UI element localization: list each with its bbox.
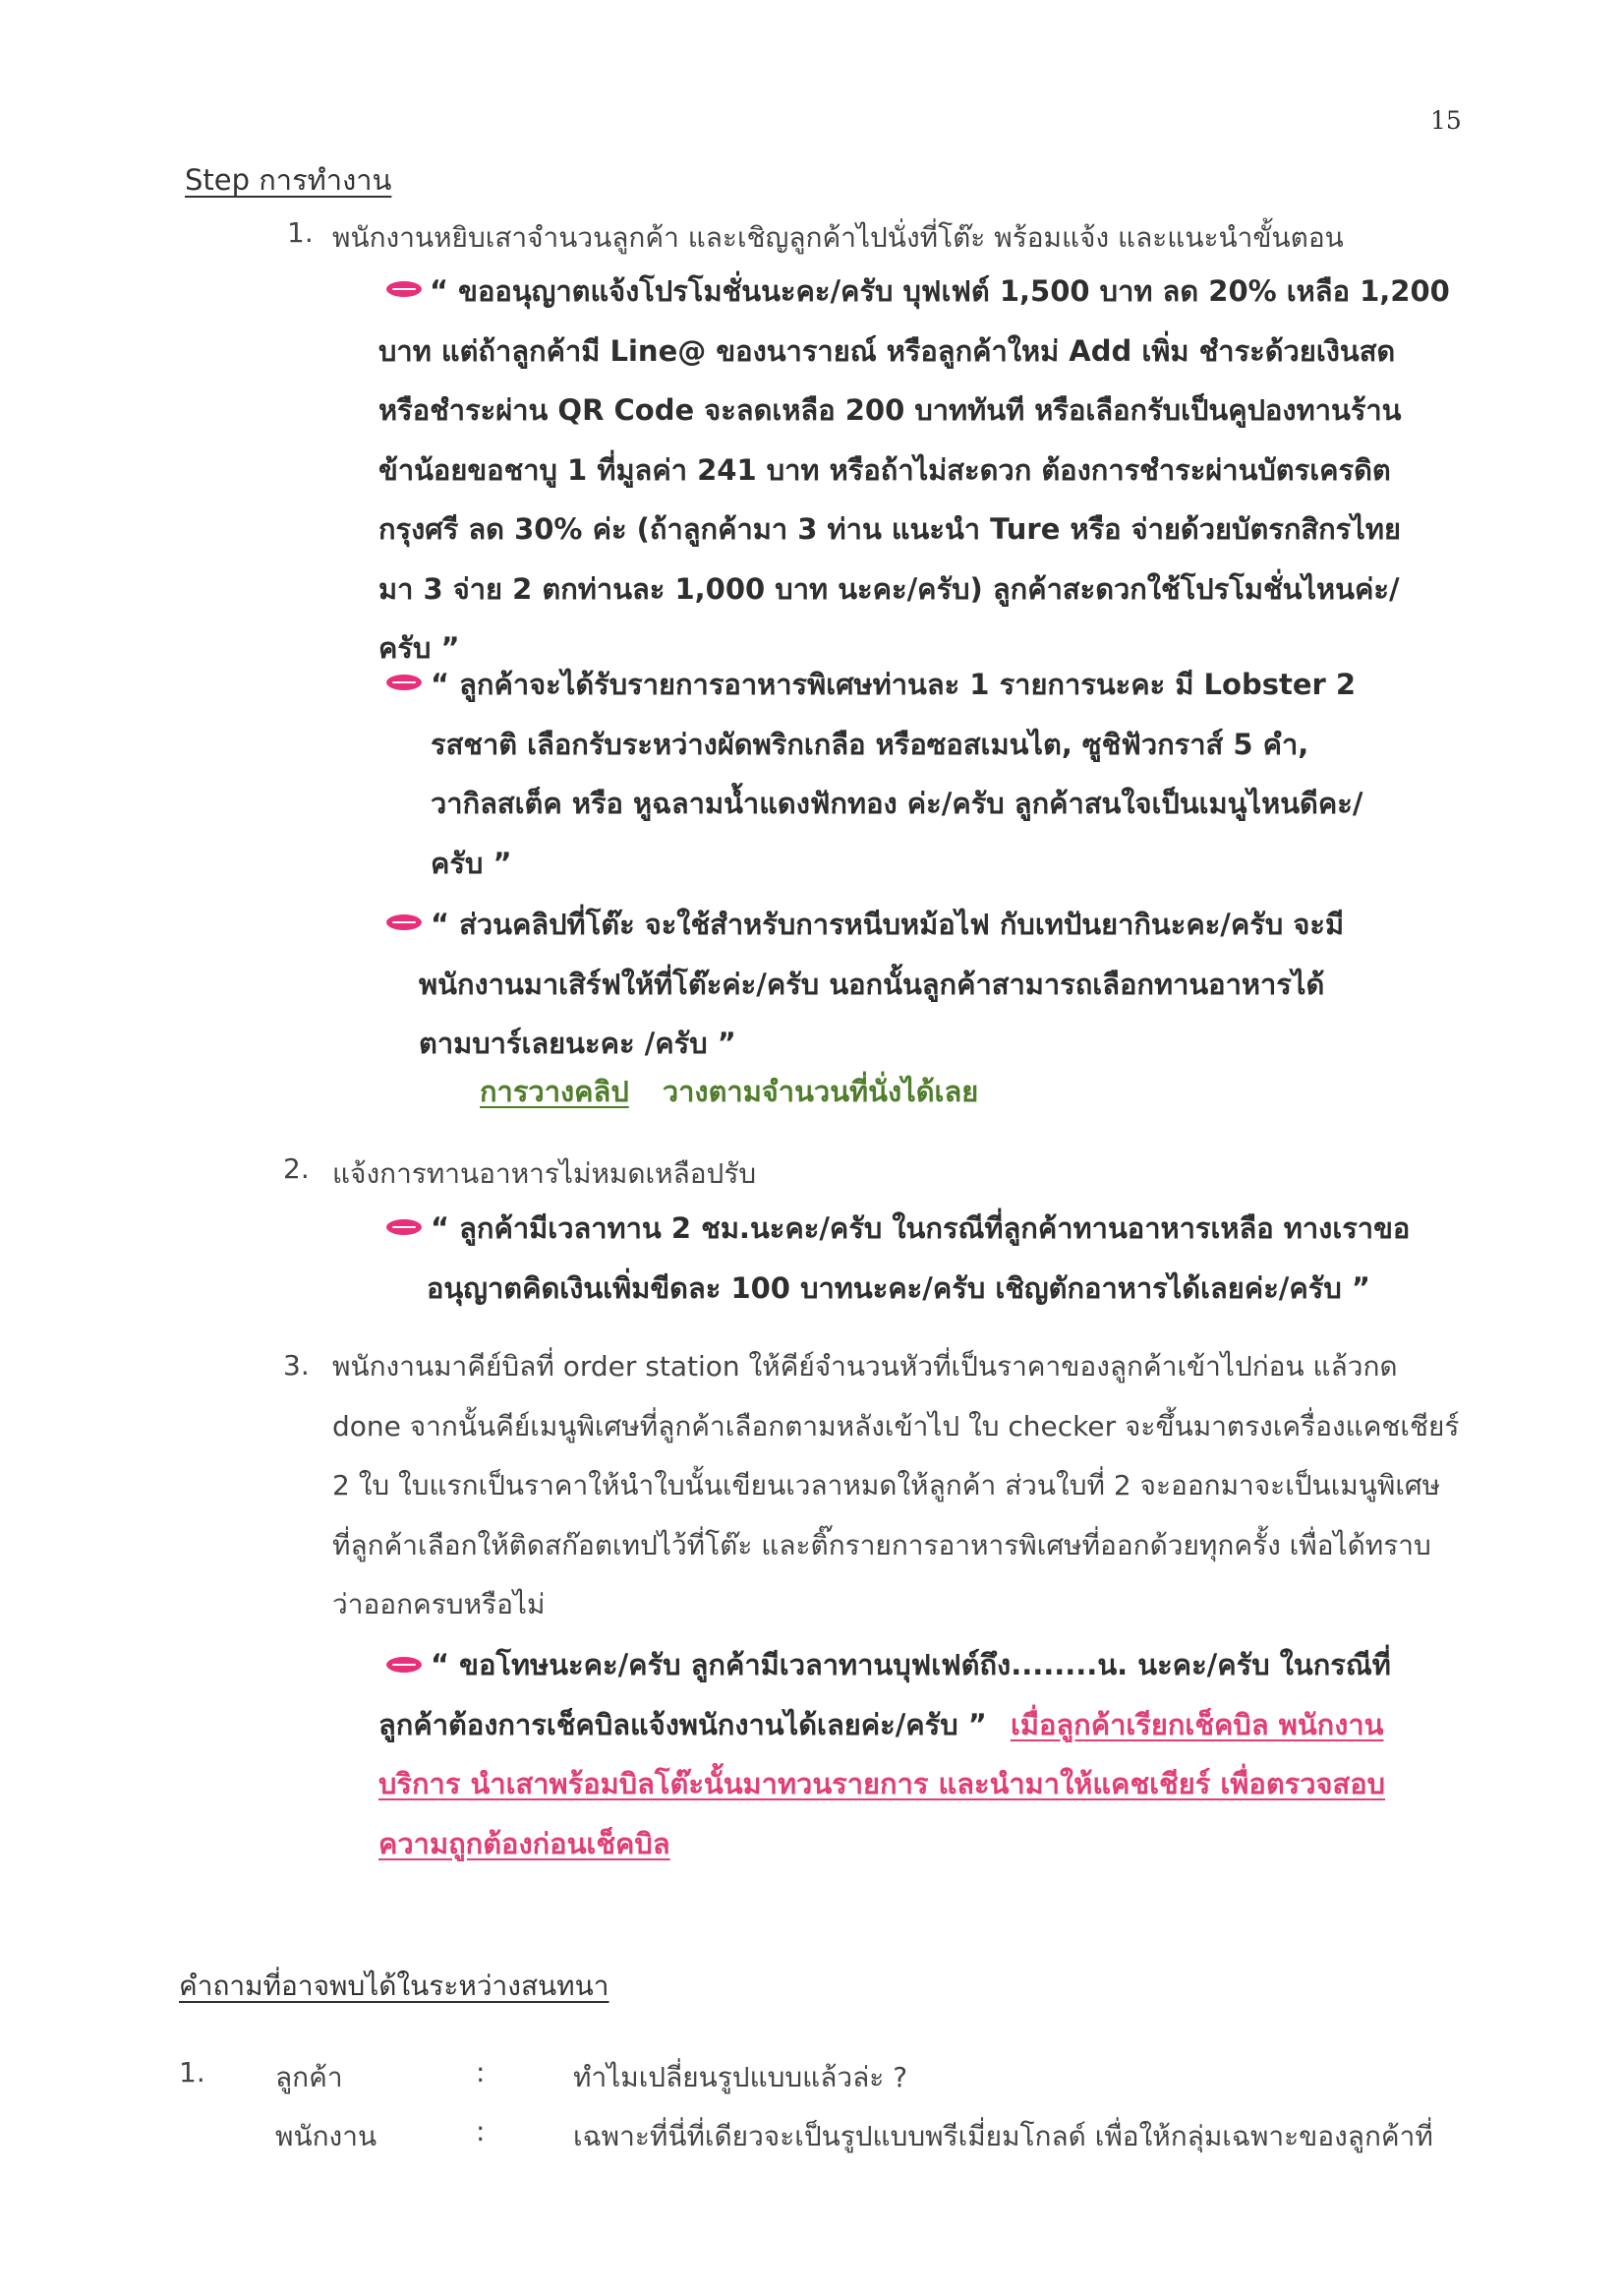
script-leftover-fee-line: “ ลูกค้ามีเวลาทาน 2 ชม.นะคะ/ครับ ในกรณีที่ลูกค้าทานอาหารเหลือ ทางเราขอ (431, 1211, 1411, 1245)
item-text-3-line: ว่าออกครบหรือไม่ (332, 1588, 546, 1620)
script-promotion-line: ครับ ” (378, 631, 460, 665)
item-number-1: 1. (287, 216, 314, 249)
item-text-2: แจ้งการทานอาหารไม่หมดเหลือปรับ (332, 1157, 757, 1190)
script-special-menu-line: รสชาติ เลือกรับระหว่างผัดพริกเกลือ หรือซอสเมนไต, ซูชิฟัวกราส์ 5 คำ, (431, 727, 1309, 761)
qa-colon: : (476, 2056, 486, 2089)
lips-icon (386, 914, 422, 930)
script-table-clip-line: ตามบาร์เลยนะคะ /ครับ ” (419, 1027, 736, 1060)
item-number-3: 3. (283, 1349, 310, 1382)
script-promotion-line: “ ขออนุญาตแจ้งโปรโมชั่นนะคะ/ครับ บุฟเฟต์ 1,500 บาท ลด 20% เหลือ 1,200 (430, 274, 1450, 308)
item-text-1: พนักงานหยิบเสาจำนวนลูกค้า และเชิญลูกค้าไปนั่งที่โต๊ะ พร้อมแจ้ง และแนะนำขั้นตอน (332, 221, 1344, 254)
script-check-bill-text: ลูกค้าต้องการเช็คบิลแจ้งพนักงานได้เลยค่ะ/ครับ ” (378, 1707, 987, 1741)
script-leftover-fee-line: อนุญาตคิดเงินเพิ่มขีดละ 100 บาทนะคะ/ครับ เชิญตักอาหารได้เลยค่ะ/ครับ ” (427, 1270, 1370, 1305)
script-special-menu-line: วากิลสเต็ค หรือ หูฉลามน้ำแดงฟักทอง ค่ะ/ครับ ลูกค้าสนใจเป็นเมนูไหนดีคะ/ (431, 787, 1363, 820)
script-leftover-fee (427, 1199, 1411, 1318)
questions-heading: คำถามที่อาจพบได้ในระหว่างสนทนา (179, 1970, 609, 2002)
qa-number: 1. (179, 2056, 205, 2089)
item-text-3 (332, 1337, 1459, 1635)
script-check-bill-line (378, 1695, 1391, 1755)
script-special-menu (431, 655, 1362, 893)
check-bill-instruction: ความถูกต้องก่อนเช็คบิล (378, 1826, 670, 1860)
script-table-clip-line: “ ส่วนคลิปที่โต๊ะ จะใช้สำหรับการหนีบหม้อไฟ กับเทปันยากินะคะ/ครับ จะมี (431, 908, 1345, 941)
clip-placement-note (480, 1069, 978, 1114)
script-table-clip-line: พนักงานมาเสิร์ฟให้ที่โต๊ะค่ะ/ครับ นอกนั้นลูกค้าสามารถเลือกทานอาหารได้ (419, 967, 1325, 1001)
check-bill-instruction: เมื่อลูกค้าเรียกเช็คบิล พนักงาน (1010, 1707, 1384, 1741)
script-special-menu-line: “ ลูกค้าจะได้รับรายการอาหารพิเศษท่านละ 1 รายการนะคะ มี Lobster 2 (431, 668, 1357, 701)
qa-question-text: ทำไมเปลี่ยนรูปแบบแล้วล่ะ ? (573, 2061, 908, 2093)
qa-colon: : (476, 2115, 486, 2148)
qa-role-staff: พนักงาน (275, 2120, 377, 2152)
qa-answer-text: เฉพาะที่นี่ที่เดียวจะเป็นรูปแบบพรีเมี่ยมโกลด์ เพื่อให้กลุ่มเฉพาะของลูกค้าที่ (573, 2120, 1433, 2152)
script-check-bill-line: “ ขอโทษนะคะ/ครับ ลูกค้ามีเวลาทานบุฟเฟต์ถึง........น. นะคะ/ครับ ในกรณีที่ (431, 1648, 1391, 1681)
lips-icon (386, 1219, 422, 1235)
script-promotion-line: หรือชำระผ่าน QR Code จะลดเหลือ 200 บาททันที หรือเลือกรับเป็นคูปองทานร้าน (378, 393, 1402, 427)
clip-placement-text: วางตามจำนวนที่นั่งได้เลย (662, 1075, 979, 1108)
item-text-3-line: ที่ลูกค้าเลือกให้ติดสก๊อตเทปไว้ที่โต๊ะ และติ๊กรายการอาหารพิเศษที่ออกด้วยทุกครั้ง เพื่อได้ทราบ (332, 1528, 1431, 1561)
script-promotion (378, 262, 1450, 678)
script-promotion-line: ข้าน้อยขอชาบู 1 ที่มูลค่า 241 บาท หรือถ้าไม่สะดวก ต้องการชำระผ่านบัตรเครดิต (378, 452, 1391, 487)
script-table-clip (419, 895, 1345, 1074)
item-number-2: 2. (283, 1152, 310, 1185)
page-number: 15 (1430, 106, 1462, 135)
script-promotion-line: กรุงศรี ลด 30% ค่ะ (ถ้าลูกค้ามา 3 ท่าน แนะนำ Ture หรือ จ่ายด้วยบัตรกสิกรไทย (378, 512, 1401, 546)
script-special-menu-line: ครับ ” (431, 846, 512, 880)
script-promotion-line: มา 3 จ่าย 2 ตกท่านละ 1,000 บาท นะคะ/ครับ) ลูกค้าสะดวกใช้โปรโมชั่นไหนค่ะ/ (378, 571, 1400, 606)
qa-role-customer: ลูกค้า (275, 2061, 343, 2093)
item-text-3-line: พนักงานมาคีย์บิลที่ order station ให้คีย์จำนวนหัวที่เป็นราคาของลูกค้าเข้าไปก่อน แล้วกด (332, 1350, 1398, 1383)
item-text-3-line: done จากนั้นคีย์เมนูพิเศษที่ลูกค้าเลือกตามหลังเข้าไป ใบ checker จะขึ้นมาตรงเครื่องแคชเชียร์ (332, 1409, 1460, 1442)
step-heading: Step การทำงาน (185, 163, 392, 197)
script-promotion-line: บาท แต่ถ้าลูกค้ามี Line@ ของนารายณ์ หรือลูกค้าใหม่ Add เพิ่ม ชำระด้วยเงินสด (378, 333, 1396, 368)
script-check-bill (378, 1635, 1391, 1873)
item-text-3-line: 2 ใบ ใบแรกเป็นราคาให้นำใบนั้นเขียนเวลาหมดให้ลูกค้า ส่วนใบที่ 2 จะออกมาจะเป็นเมนูพิเศษ (332, 1469, 1441, 1501)
check-bill-instruction: บริการ นำเสาพร้อมบิลโต๊ะนั้นมาทวนรายการ และนำมาให้แคชเชียร์ เพื่อตรวจสอบ (378, 1767, 1386, 1800)
lips-icon (386, 675, 422, 690)
clip-placement-label: การวางคลิป (480, 1075, 629, 1108)
